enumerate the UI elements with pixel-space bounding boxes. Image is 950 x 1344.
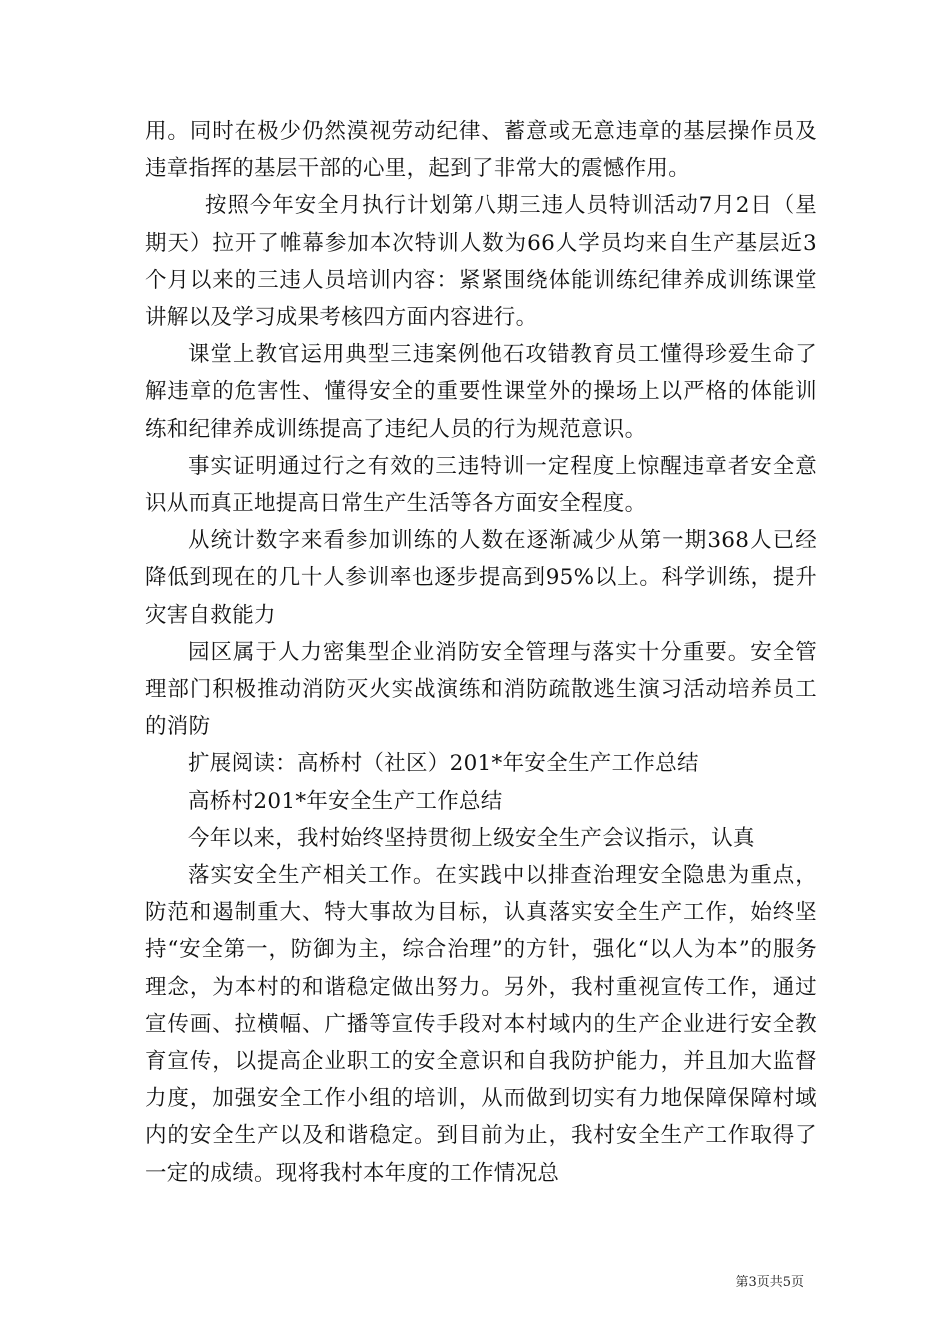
paragraph-9: 今年以来，我村始终坚持贯彻上级安全生产会议指示，认真 — [188, 825, 755, 851]
paragraph-4: 事实证明通过行之有效的三违特训一定程度上惊醒违章者安全意识从而真正地提高日常生产生活等各方面安全程度。 — [145, 453, 817, 517]
paragraph-2: 按照今年安全月执行计划第八期三违人员特训活动7月2日（星期天）拉开了帷幕参加本次特训人数为66人学员均来自生产基层近3个月以来的三违人员培训内容：紧紧围绕体能训练纪律养成训练课堂讲解以及学习成果考核四方面内容进行。 — [145, 193, 817, 331]
extended-reading-heading: 扩展阅读：高桥村（社区）201*年安全生产工作总结 — [188, 751, 699, 777]
paragraph-6: 园区属于人力密集型企业消防安全管理与落实十分重要。安全管理部门积极推动消防灭火实战演练和消防疏散逃生演习活动培养员工的消防 — [145, 639, 817, 740]
paragraph-3: 课堂上教官运用典型三违案例他石攻错教育员工懂得珍爱生命了解违章的危害性、懂得安全的重要性课堂外的操场上以严格的体能训练和纪律养成训练提高了违纪人员的行为规范意识。 — [145, 342, 817, 442]
paragraph-10: 落实安全生产相关工作。在实践中以排查治理安全隐患为重点，防范和遏制重大、特大事故为目标，认真落实安全生产工作，始终坚持“安全第一，防御为主，综合治理”的方针，强化“以人为本”的服务理念，为本村的和谐稳定做出努力。另外，我村重视宣传工作，通过宣传画、拉横幅、广播等宣传手段对本村域内的生产企业进行安全教育宣传，以提高企业职工的安全意识和自我防护能力，并且加大监督力度，加强安全工作小组的培训，从而做到切实有力地保障保障村域内的安全生产以及和谐稳定。到目前为止，我村安全生产工作取得了一定的成绩。现将我村本年度的工作情况总 — [145, 863, 817, 1186]
paragraph-5: 从统计数字来看参加训练的人数在逐渐减少从第一期368人已经降低到现在的几十人参训率也逐步提高到95%以上。科学训练，提升灾害自救能力 — [145, 528, 817, 628]
page-number: 第3页共5页 — [735, 1275, 804, 1290]
report-title: 高桥村201*年安全生产工作总结 — [188, 788, 503, 814]
document-body — [145, 113, 817, 1192]
paragraph-1: 用。同时在极少仍然漠视劳动纪律、蓄意或无意违章的基层操作员及违章指挥的基层干部的心里，起到了非常大的震憾作用。 — [145, 119, 817, 182]
